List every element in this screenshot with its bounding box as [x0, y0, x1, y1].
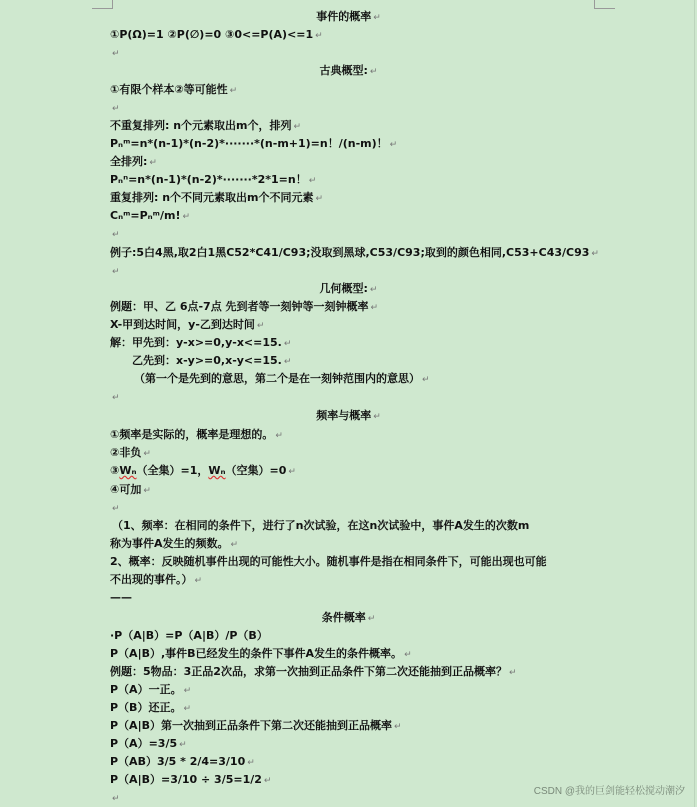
conditional-formula: ·P（A|B）=P（A|B）/P（B） — [110, 629, 268, 642]
geometric-heading: 几何概型: ↵ — [319, 282, 378, 295]
probability-definition: 2、概率：反映随机事件出现的可能性大小。随机事件是指在相同条件下，可能出现也可能 — [110, 555, 547, 568]
geometric-variables: X-甲到达时间，y-乙到达时间 ↵ — [110, 318, 265, 331]
frequency-definition-1-cont: 称为事件A发生的频数。 ↵ — [110, 537, 239, 550]
blank-line: ↵ — [112, 794, 120, 804]
pa-value: P（A）=3/5 ↵ — [110, 737, 187, 750]
conditional-meaning: P（A|B）,事件B已经发生的条件下事件A发生的条件概率。 ↵ — [110, 647, 412, 660]
geometric-problem: 例题：甲、乙 6点-7点 先到者等一刻钟等一刻钟概率 ↵ — [110, 300, 379, 313]
blank-line: ↵ — [112, 504, 120, 514]
frequency-heading: 频率与概率 ↵ — [316, 409, 381, 422]
frequency-point-2: ②非负 ↵ — [110, 446, 151, 459]
blank-line: ↵ — [112, 104, 120, 114]
combination-formula: Cₙᵐ=Pₙᵐ/m! ↵ — [110, 209, 191, 222]
pab-value: P（AB）3/5 * 2/4=3/10 ↵ — [110, 755, 255, 768]
frequency-definition-1: （1、频率：在相同的条件下，进行了n次试验，在这n次试验中，事件A发生的次数m — [112, 519, 530, 532]
blank-line: ↵ — [112, 267, 120, 277]
conditional-answer: P（A|B）=3/10 ÷ 3/5=1/2 ↵ — [110, 773, 272, 786]
pab-definition: P（A|B）第一次抽到正品条件下第二次还能抽到正品概率 ↵ — [110, 719, 402, 732]
blank-line: ↵ — [112, 230, 120, 240]
pb-definition: P（B）还正。 ↵ — [110, 701, 191, 714]
no-repeat-label: 不重复排列: n个元素取出m个，排列 ↵ — [110, 119, 302, 132]
classical-heading: 古典概型: ↵ — [319, 64, 378, 77]
frequency-point-4: ④可加 ↵ — [110, 483, 151, 496]
no-repeat-formula: Pₙᵐ=n*(n-1)*(n-2)*·······*(n-m+1)=n！/(n-m)！ ↵ — [110, 137, 398, 150]
full-permutation-label: 全排列: ↵ — [110, 155, 157, 168]
csdn-watermark: CSDN @我的巨剑能轻松搅动潮汐 — [533, 786, 685, 797]
section-dash: —— — [110, 591, 132, 604]
spellcheck-word: Wₙ — [119, 464, 137, 477]
classical-example: 例子:5白4黑,取2白1黑C52*C41/C93;没取到黑球,C53/C93;取到的颜色相同,C53+C43/C93 ↵ — [110, 246, 599, 259]
classical-conditions: ①有限个样本②等可能性 ↵ — [110, 83, 238, 96]
probability-definition-cont: 不出现的事件。） ↵ — [110, 573, 203, 586]
spellcheck-word: Wₙ — [208, 464, 226, 477]
prob-axioms: ①P(Ω)=1 ②P(∅)=0 ③0<=P(A)<=1 ↵ — [110, 28, 323, 41]
solution-yi: 乙先到：x-y>=0,x-y<=15. ↵ — [132, 354, 292, 367]
blank-line: ↵ — [112, 49, 120, 59]
full-permutation-formula: Pₙⁿ=n*(n-1)*(n-2)*·······*2*1=n！ ↵ — [110, 173, 317, 186]
geometric-note: （第一个是先到的意思，第二个是在一刻钟范围内的意思） ↵ — [134, 372, 430, 385]
repeat-permutation-label: 重复排列: n个不同元素取出m个不同元素 ↵ — [110, 191, 324, 204]
solution-jia: 解：甲先到：y-x>=0,y-x<=15. ↵ — [110, 336, 292, 349]
pa-definition: P（A）一正。 ↵ — [110, 683, 192, 696]
frequency-point-1: ①频率是实际的，概率是理想的。 ↵ — [110, 428, 283, 441]
frequency-point-3: ③Wₙ（全集）=1，Wₙ（空集）=0 ↵ — [110, 464, 296, 477]
conditional-example: 例题：5物品：3正品2次品，求第一次抽到正品条件下第二次还能抽到正品概率？ ↵ — [110, 665, 517, 678]
blank-line: ↵ — [112, 393, 120, 403]
doc-title: 事件的概率 ↵ — [316, 10, 381, 23]
conditional-heading: 条件概率 ↵ — [321, 611, 376, 624]
